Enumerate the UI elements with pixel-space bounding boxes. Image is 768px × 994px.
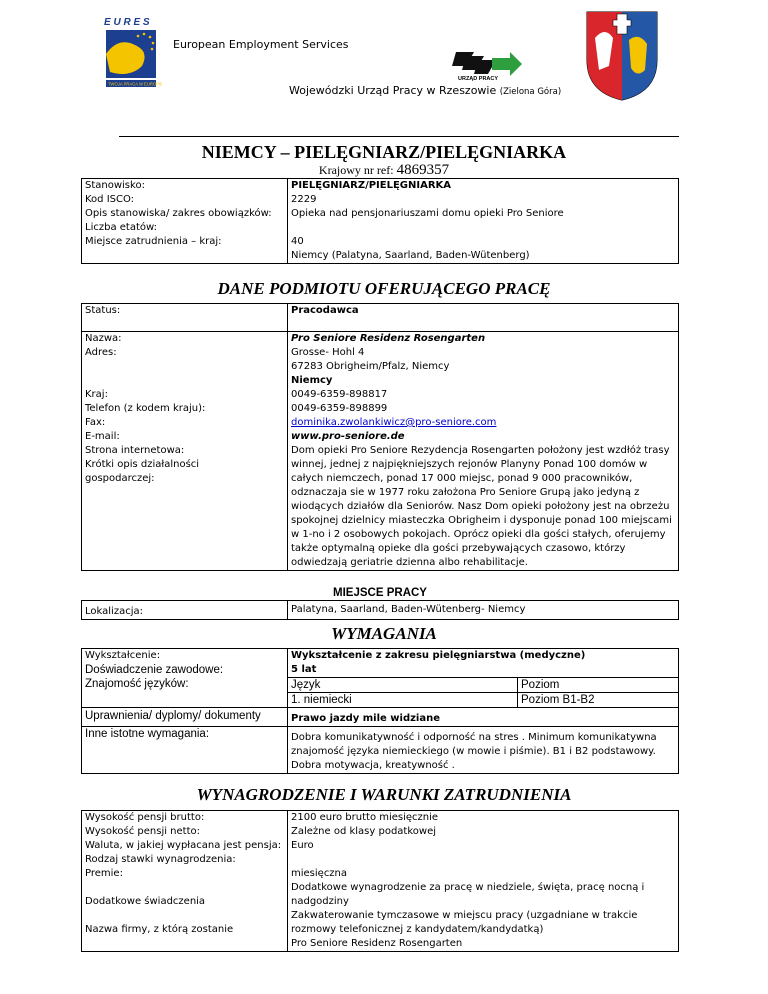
- label-rate: Rodzaj stawki wynagrodzenia:: [85, 854, 236, 865]
- urzad-pracy-logo: [452, 46, 522, 82]
- label-name: Nazwa:: [85, 333, 122, 344]
- value-company: Pro Seniore Residenz Rosengarten: [291, 938, 463, 949]
- spacer: [291, 853, 675, 867]
- salary-labels: [82, 811, 288, 952]
- page-title: NIEMCY – PIELĘGNIARZ/PIELĘGNIARKA: [201, 142, 567, 162]
- office-suffix: (Zielona Góra): [499, 87, 562, 97]
- label-other: Inne istotne wymagania:: [82, 727, 288, 774]
- employer-heading: DANE PODMIOTU OFERUJĄCEGO PRACĘ: [217, 279, 551, 298]
- value-education: Wykształcenie z zakresu pielęgniarstwa (medyczne): [291, 650, 586, 661]
- reference-line: [0, 162, 768, 179]
- lang-header-right: Poziom: [518, 678, 679, 693]
- lang-header-left: Język: [288, 678, 518, 693]
- eures-logo-text: E U R E S: [104, 17, 150, 28]
- email-link[interactable]: dominika.zwolankiwicz@pro-seniore.com: [291, 417, 497, 428]
- label-languages: Znajomość języków:: [85, 678, 189, 690]
- value-address-2: 67283 Obrigheim/Pfalz, Niemcy: [291, 361, 450, 372]
- label-website: Strona internetowa:: [85, 445, 185, 456]
- value-country: Niemcy: [291, 375, 333, 386]
- value-rate: miesięczna: [291, 868, 348, 879]
- label-position: Stanowisko:: [85, 180, 145, 191]
- header-rule: [119, 136, 679, 137]
- value-name: Pro Seniore Residenz Rosengarten: [291, 333, 486, 344]
- workplace-value: Palatyna, Saarland, Baden-Wütenberg- Niemcy: [288, 601, 679, 620]
- value-bonus: Dodatkowe wynagrodzenie za pracę w niedziele, święta, pracę nocną i nadgodziny: [291, 882, 645, 907]
- value-net: Zależne od klasy podatkowej: [291, 826, 436, 837]
- value-address-1: Grosse- Hohl 4: [291, 347, 365, 358]
- value-isco: 2229: [291, 194, 317, 205]
- label-education: Wykształcenie:: [85, 650, 161, 661]
- value-count: 40: [291, 236, 304, 247]
- ref-label: Krajowy nr ref:: [318, 163, 394, 177]
- value-other: Dobra komunikatywność i odporność na stres . Minimum komunikatywna znajomość języka niemieckiego (w mowie i piśmie). B1 i B2 podstawowy. Dobra motywacja, kreatywność .: [288, 727, 679, 774]
- job-labels: [82, 179, 288, 264]
- employer-labels: [82, 332, 288, 571]
- label-email: E-mail:: [85, 431, 120, 442]
- label-net: Wysokość pensji netto:: [85, 826, 200, 837]
- office-name: Wojewódzki Urząd Pracy w Rzeszowie: [289, 84, 497, 97]
- job-values: [288, 179, 679, 264]
- label-count: Liczba etatów:: [85, 222, 157, 233]
- spacer: [291, 221, 675, 235]
- spacer: [85, 360, 284, 388]
- up-logo-text: URZĄD PRACY: [458, 76, 499, 82]
- label-country: Kraj:: [85, 389, 108, 400]
- value-fax: 0049-6359-898899: [291, 403, 388, 414]
- salary-table: [81, 810, 679, 952]
- value-currency: Euro: [291, 840, 314, 851]
- label-currency: Waluta, w jakiej wypłacana jest pensja:: [85, 840, 282, 851]
- website-link[interactable]: www.pro-seniore.de: [291, 431, 405, 442]
- label-benefits: Dodatkowe świadczenia: [85, 896, 206, 907]
- value-licenses: Prawo jazdy mile widziane: [288, 708, 679, 727]
- status-value: Pracodawca: [288, 304, 679, 332]
- label-bonus: Premie:: [85, 868, 123, 879]
- value-gross: 2100 euro brutto miesięcznie: [291, 812, 439, 823]
- requirements-values: [288, 649, 679, 708]
- value-description: Opieka nad pensjonariuszami domu opieki Pro Seniore: [291, 208, 564, 219]
- lang-row-right: Poziom B1-B2: [518, 693, 679, 708]
- label-place: Miejsce zatrudnienia – kraj:: [85, 236, 222, 247]
- label-licenses: Uprawnienia/ dyplomy/ dokumenty: [82, 708, 288, 727]
- org-line: European Employment Services: [173, 38, 349, 51]
- status-label: Status:: [82, 304, 288, 332]
- spacer: [85, 881, 284, 895]
- job-table: [81, 178, 679, 264]
- workplace-heading: MIEJSCE PRACY: [82, 582, 679, 601]
- office-line: [289, 84, 561, 97]
- employer-values: [288, 332, 679, 571]
- label-company: Nazwa firmy, z którą zostanie: [85, 924, 234, 935]
- label-business-description: Krótki opis działalności gospodarczej:: [85, 459, 200, 484]
- label-description: Opis stanowiska/ zakres obowiązków:: [85, 208, 272, 219]
- label-fax: Fax:: [85, 417, 106, 428]
- salary-values: [288, 811, 679, 952]
- eures-logo: [100, 14, 162, 90]
- requirements-table: [81, 648, 679, 774]
- ref-number: 4869357: [396, 162, 450, 178]
- value-position: PIELĘGNIARZ/PIELĘGNIARKA: [291, 180, 452, 191]
- value-phone: 0049-6359-898817: [291, 389, 388, 400]
- salary-heading: WYNAGRODZENIE I WARUNKI ZATRUDNIENIA: [196, 785, 572, 804]
- label-isco: Kod ISCO:: [85, 194, 135, 205]
- employer-table: [81, 303, 679, 571]
- value-benefits: Zakwaterowanie tymczasowe w miejscu pracy (uzgadniane w trakcie rozmowy telefonicznej z kandydatem/kandydatką): [291, 910, 638, 935]
- podkarpackie-crest: [583, 8, 661, 102]
- value-experience: 5 lat: [291, 664, 317, 675]
- lang-row-left: 1. niemiecki: [288, 693, 518, 708]
- language-table: [288, 677, 678, 707]
- requirements-heading: WYMAGANIA: [331, 624, 437, 643]
- label-address: Adres:: [85, 347, 117, 358]
- spacer: [85, 909, 284, 923]
- label-gross: Wysokość pensji brutto:: [85, 812, 205, 823]
- requirements-labels: [82, 649, 288, 708]
- eures-logo-subtext: TWOJA PRACA W EUROPIE: [108, 81, 162, 87]
- label-experience: Doświadczenie zawodowe:: [85, 664, 224, 676]
- workplace-label: Lokalizacja:: [82, 601, 288, 620]
- label-phone: Telefon (z kodem kraju):: [85, 403, 206, 414]
- workplace-table: [81, 582, 679, 620]
- value-place: Niemcy (Palatyna, Saarland, Baden-Wütenberg): [291, 250, 530, 261]
- value-business-description: Dom opieki Pro Seniore Rezydencja Rosengarten położony jest wzdłóż trasy winnej, jednej z najpiękniejszych rejonów Planyny Ponad 100 domów w całych niemczech, ponad 17 000 miejsc, ponad 9 000 pracowników, odznaczaja sie w 1977 roku założona Pro Seniore Grupą jako jedyną z wiodących działów dla Seniorów. Nasz Dom opieki położony jest na obrzeżu spokojnej dzielnicy miasteczka Obrigheim i dysponuje ponad 100 miejscami w 1-no i 2 osobowych pokojach. Oprócz opieki dla gości stałych, oferujemy także optymalną opieke dla gości przebywających czasowo, którzy odwiedzają geriatrie dzienna albo rehabilitacje.: [291, 445, 672, 568]
